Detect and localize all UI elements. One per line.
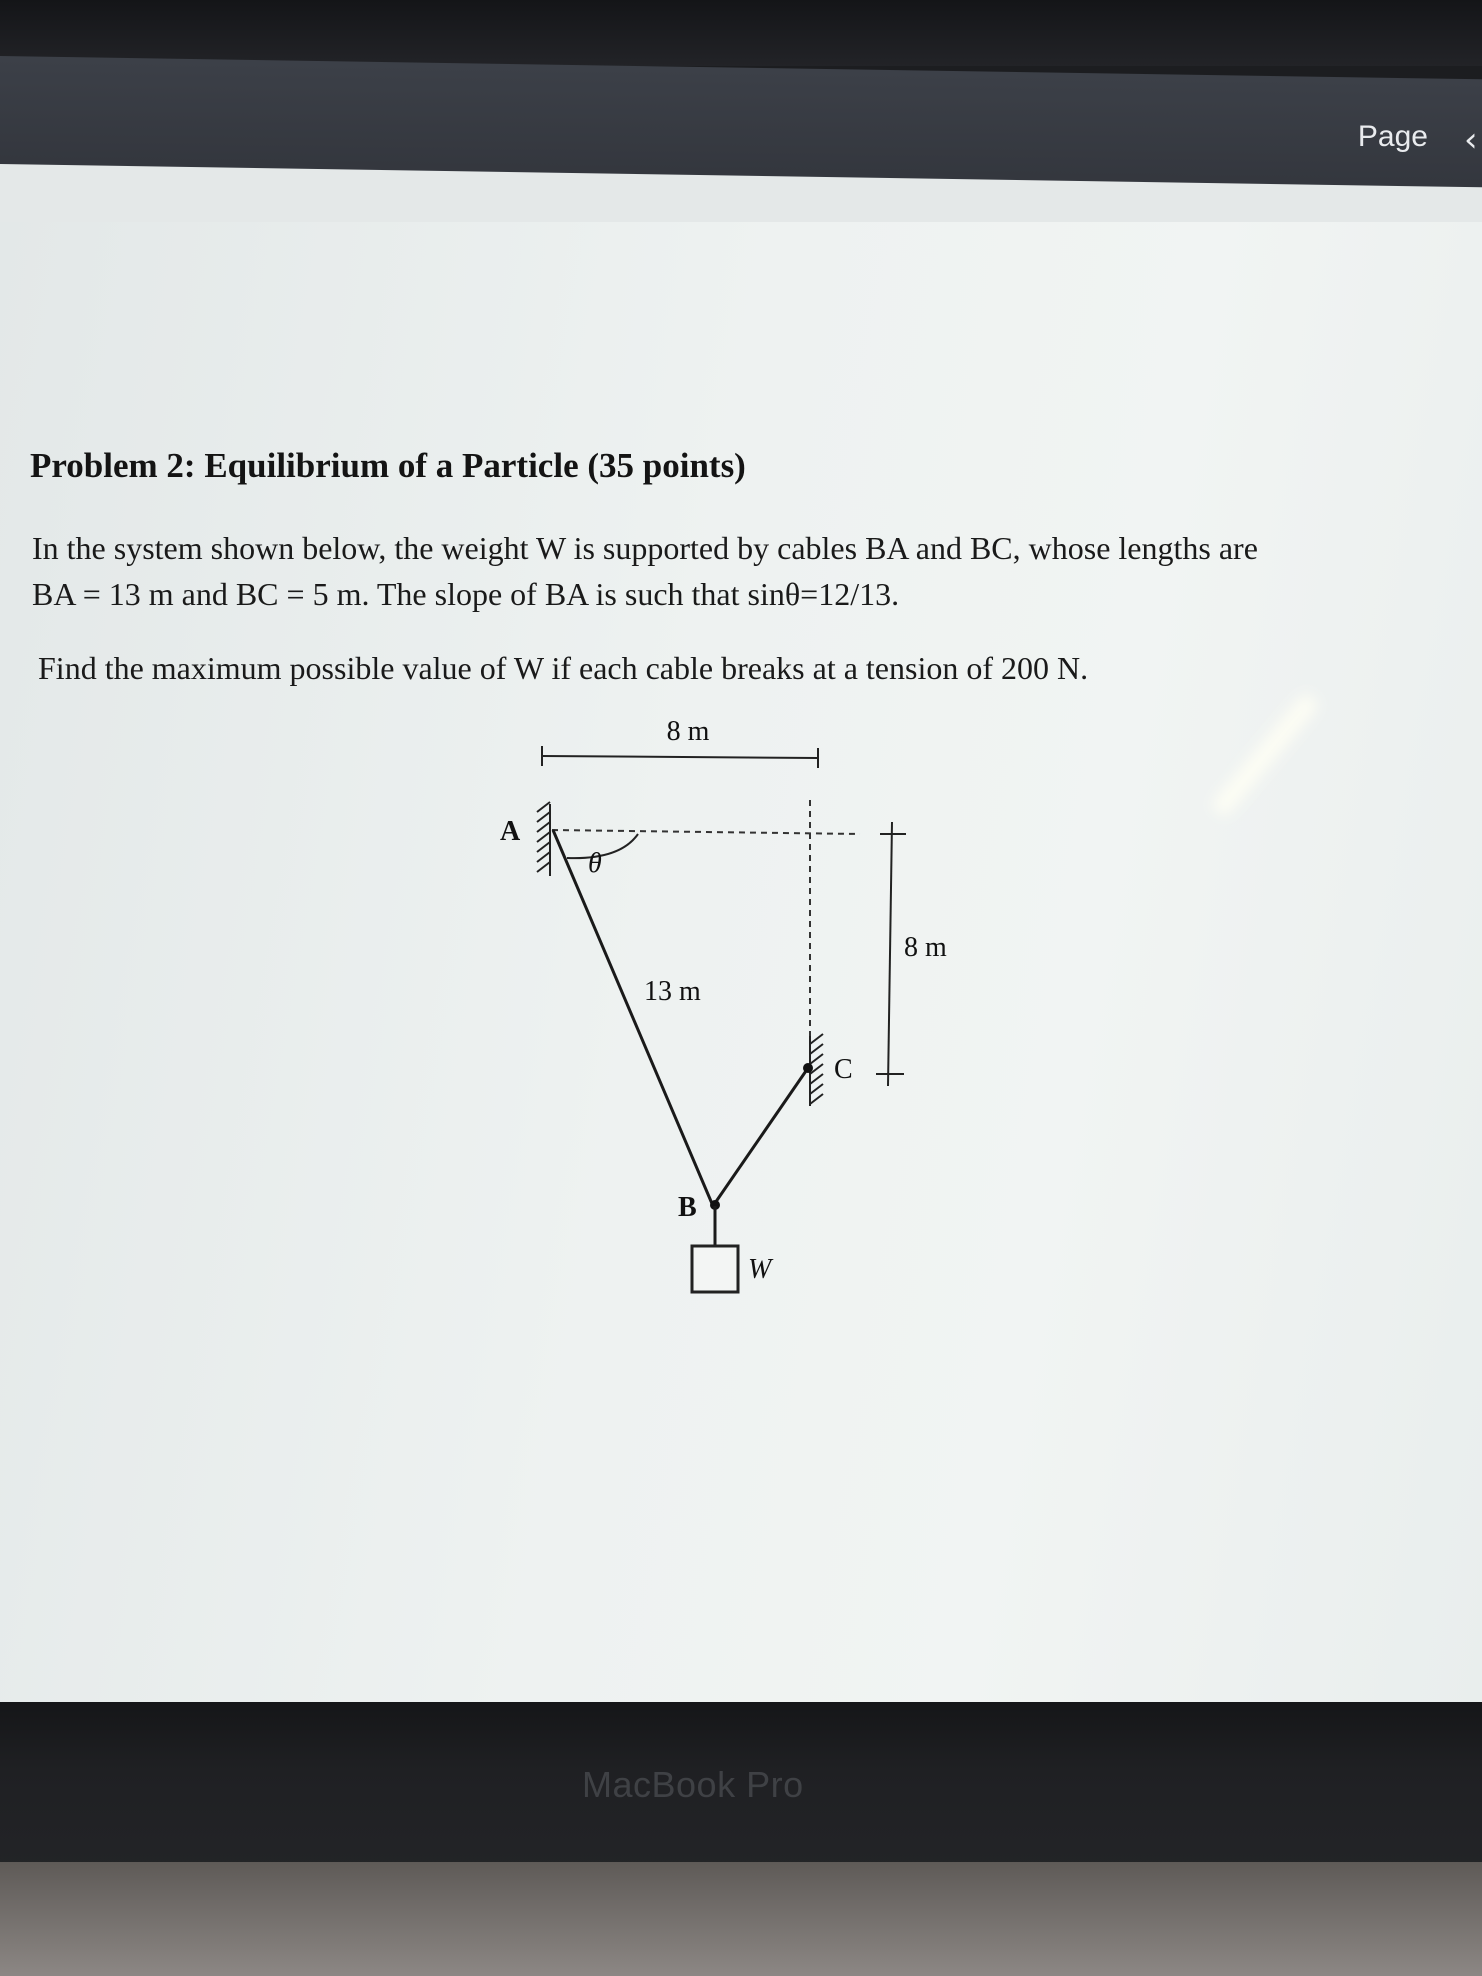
vertical-dimension-label: 8 m xyxy=(904,932,947,963)
weight-block xyxy=(692,1246,738,1292)
vertical-dimension xyxy=(876,822,906,1086)
chevron-left-icon[interactable]: ‹ xyxy=(1464,120,1478,160)
page-label[interactable]: Page xyxy=(1357,120,1428,153)
horizontal-dimension xyxy=(542,746,818,768)
weight-label: W xyxy=(748,1254,772,1285)
cable-ba xyxy=(553,830,713,1206)
angle-arc xyxy=(567,834,638,858)
horizontal-dimension-label: 8 m xyxy=(666,716,710,747)
cable-bc xyxy=(713,1068,808,1206)
point-c-label: C xyxy=(834,1054,853,1085)
horizontal-reference-line xyxy=(552,830,860,834)
problem-statement-line-1: In the system shown below, the weight W is supported by cables BA and BC, whose lengths are xyxy=(32,530,1258,566)
device-brand-label: MacBook Pro xyxy=(582,1764,804,1805)
point-b-label: B xyxy=(678,1192,697,1223)
problem-question: Find the maximum possible value of W if each cable breaks at a tension of 200 N. xyxy=(38,650,1089,686)
cable-ba-length-label: 13 m xyxy=(644,976,701,1007)
wall-support-a xyxy=(537,802,550,876)
problem-statement-line-2: BA = 13 m and BC = 5 m. The slope of BA is such that sinθ=12/13. xyxy=(32,576,900,612)
angle-label: θ xyxy=(588,848,602,879)
problem-title: Problem 2: Equilibrium of a Particle (35 points) xyxy=(30,446,746,485)
desk-surface xyxy=(0,1862,1482,1976)
point-a-label: A xyxy=(500,816,521,847)
pin-c xyxy=(803,1063,813,1073)
